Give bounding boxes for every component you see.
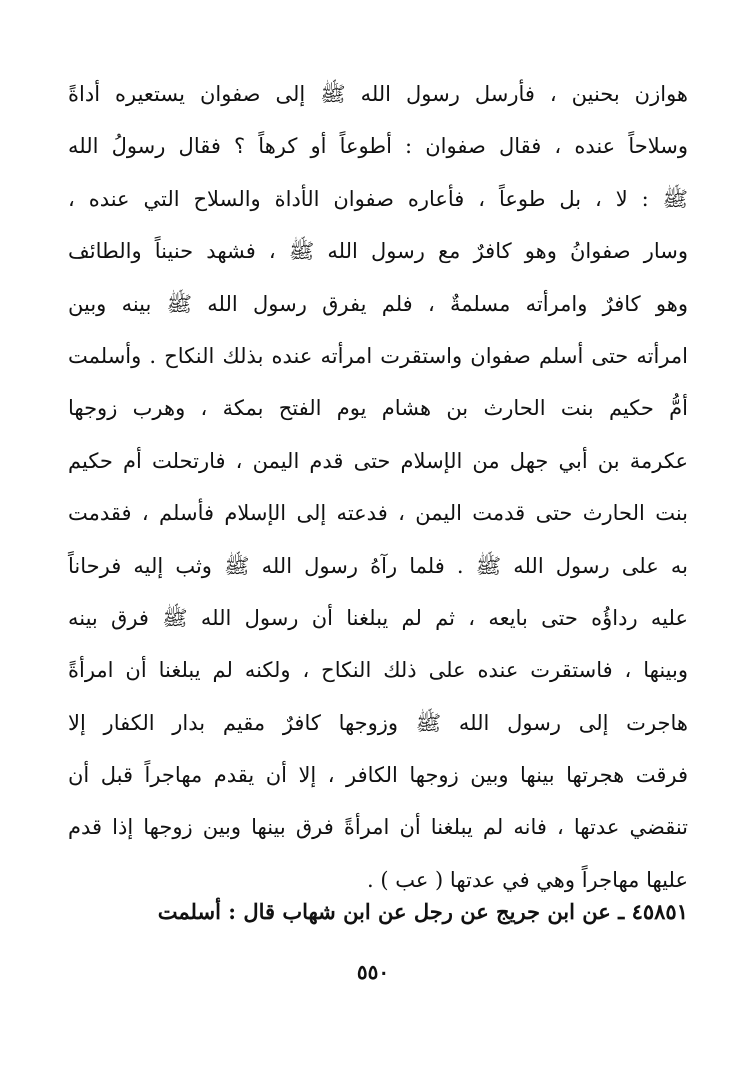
text-line: وسلاحاً عنده ، فقال صفوان : أطوعاً أو كرهاً ؟ فقال رسولُ الله bbox=[68, 134, 688, 159]
hadith-entry: ٤٥٨٥١ ـ عن ابن جريج عن رجل عن ابن شهاب قال : أسلمت bbox=[157, 899, 688, 924]
text-line: عكرمة بن أبي جهل من الإسلام حتى قدم اليمن ، فارتحلت أم حكيم bbox=[68, 448, 688, 473]
text-line: وسار صفوانُ وهو كافرٌ مع رسول الله ﷺ ، فشهد حنيناً والطائف bbox=[68, 239, 688, 264]
text-line: وبينها ، فاستقرت عنده على ذلك النكاح ، ولكنه لم يبلغنا أن امرأةً bbox=[68, 658, 688, 683]
text-line: وهو كافرٌ وامرأته مسلمةٌ ، فلم يفرق رسول الله ﷺ بينه وبين bbox=[68, 291, 688, 316]
text-line: أمُّ حكيم بنت الحارث بن هشام يوم الفتح بمكة ، وهرب زوجها bbox=[68, 396, 688, 421]
text-line: تنقضي عدتها ، فانه لم يبلغنا أن امرأةً فرق بينها وبين زوجها إذا قدم bbox=[68, 815, 688, 840]
text-line: عليه رداؤُه حتى بايعه ، ثم لم يبلغنا أن رسول الله ﷺ فرق بينه bbox=[68, 605, 688, 630]
page-number: ٥٥٠ bbox=[356, 960, 390, 984]
text-line: بنت الحارث حتى قدمت اليمن ، فدعته إلى الإسلام فأسلم ، فقدمت bbox=[68, 501, 688, 526]
text-line: به على رسول الله ﷺ . فلما رآهُ رسول الله ﷺ وثب إليه فرحاناً bbox=[68, 553, 688, 578]
text-line: ﷺ : لا ، بل طوعاً ، فأعاره صفوان الأداة والسلاح التي عنده ، bbox=[68, 186, 688, 211]
body-text bbox=[68, 68, 688, 906]
text-line: هاجرت إلى رسول الله ﷺ وزوجها كافرٌ مقيم بدار الكفار إلا bbox=[68, 710, 688, 735]
text-line: امرأته حتى أسلم صفوان واستقرت امرأته عنده بذلك النكاح . وأسلمت bbox=[68, 343, 688, 368]
text-line: عليها مهاجراً وهي في عدتها ( عب ) . bbox=[367, 867, 688, 892]
text-line: هوازن بحنين ، فأرسل رسول الله ﷺ إلى صفوان يستعيره أداةً bbox=[68, 82, 688, 106]
text-line: فرقت هجرتها بينها وبين زوجها الكافر ، إلا أن يقدم مهاجراً قبل أن bbox=[68, 763, 688, 788]
